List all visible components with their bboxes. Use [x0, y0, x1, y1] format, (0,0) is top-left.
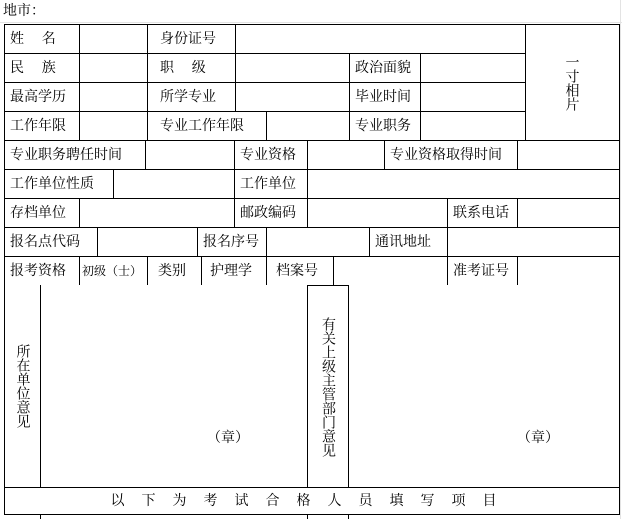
exam-qualification-label: 报考资格 [10, 263, 66, 279]
professional-post-label: 专业职务 [355, 118, 411, 134]
ethnicity-field[interactable] [79, 53, 148, 83]
id-number-label: 身份证号 [160, 31, 216, 47]
work-years-label: 工作年限 [10, 118, 66, 134]
seal-left: （章） [207, 430, 249, 446]
footer-note-cell [4, 487, 620, 515]
file-number-field[interactable] [333, 256, 448, 286]
postal-code-label-cell [234, 198, 308, 228]
professional-work-years-label: 专业工作年限 [160, 118, 244, 134]
position-field[interactable] [235, 53, 350, 83]
next-row-divider [348, 514, 349, 519]
position-label-cell [147, 53, 236, 83]
qualification-label-cell [234, 140, 308, 170]
archive-unit-label: 存档单位 [10, 205, 66, 221]
position-label: 职 级 [160, 60, 206, 76]
education-field[interactable] [79, 82, 148, 112]
graduation-time-label: 毕业时间 [355, 89, 411, 105]
work-years-field[interactable] [79, 111, 148, 141]
file-number-label: 档案号 [276, 263, 318, 279]
employer-label-cell [234, 169, 308, 199]
next-row-divider [307, 514, 308, 519]
authority-opinion-label-cell [307, 285, 349, 488]
name-label: 姓 名 [10, 31, 56, 47]
employer-field[interactable] [307, 169, 620, 199]
id-number-label-cell [147, 24, 236, 54]
category-value-cell [201, 256, 267, 286]
address-label: 通讯地址 [375, 234, 431, 250]
professional-post-field[interactable] [420, 111, 526, 141]
employer-type-field[interactable] [113, 169, 235, 199]
serial-label-cell [197, 227, 267, 257]
gridline [0, 22, 622, 23]
employer-type-label: 工作单位性质 [10, 176, 94, 192]
site-code-label: 报名点代码 [10, 234, 80, 250]
ethnicity-label: 民 族 [10, 60, 56, 76]
region-label: 地市： [3, 3, 45, 19]
postal-code-field[interactable] [307, 198, 448, 228]
authority-opinion-field[interactable] [348, 285, 620, 488]
political-status-field[interactable] [420, 53, 526, 83]
name-label-cell [4, 24, 80, 54]
level-value: 初级（士） [82, 264, 143, 278]
professional-work-years-field[interactable] [266, 111, 350, 141]
graduation-time-field[interactable] [420, 82, 526, 112]
name-field[interactable] [79, 24, 148, 54]
phone-label-cell [447, 198, 518, 228]
qualification-time-label-cell [384, 140, 518, 170]
post-appointment-time-field[interactable] [145, 140, 235, 170]
professional-work-years-label-cell [147, 111, 267, 141]
site-code-label-cell [4, 227, 98, 257]
employer-label: 工作单位 [240, 176, 296, 192]
qualification-field[interactable] [307, 140, 385, 170]
major-label: 所学专业 [160, 89, 216, 105]
employer-type-label-cell [4, 169, 114, 199]
ticket-label-cell [447, 256, 518, 286]
ticket-label: 准考证号 [453, 263, 509, 279]
work-years-label-cell [4, 111, 80, 141]
qualification-label: 专业资格 [240, 147, 296, 163]
level-cell [79, 256, 148, 286]
archive-unit-field[interactable] [79, 198, 235, 228]
category-label-cell [147, 256, 202, 286]
unit-opinion-label-cell [4, 285, 41, 488]
ethnicity-label-cell [4, 53, 80, 83]
political-status-label: 政治面貌 [355, 60, 411, 76]
serial-field[interactable] [266, 227, 370, 257]
photo-label: 一寸相片 [563, 54, 580, 111]
post-appointment-time-label: 专业职务聘任时间 [10, 147, 122, 163]
ticket-field[interactable] [517, 256, 620, 286]
exam-qualification-label-cell [4, 256, 80, 286]
gridline [620, 0, 621, 519]
education-label: 最高学历 [10, 89, 66, 105]
graduation-time-label-cell [349, 82, 421, 112]
archive-unit-label-cell [4, 198, 80, 228]
authority-opinion-label: 有关上级主管部门意见 [320, 316, 336, 457]
qualification-time-field[interactable] [517, 140, 620, 170]
phone-field[interactable] [517, 198, 620, 228]
photo-box[interactable] [525, 24, 620, 141]
postal-code-label: 邮政编码 [240, 205, 296, 221]
address-label-cell [369, 227, 448, 257]
serial-label: 报名序号 [203, 234, 259, 250]
phone-label: 联系电话 [453, 205, 509, 221]
id-number-field[interactable] [235, 24, 526, 54]
site-code-field[interactable] [97, 227, 198, 257]
footer-note: 以下为考试合格人员填写项目 [110, 493, 514, 509]
major-field[interactable] [235, 82, 350, 112]
post-appointment-time-label-cell [4, 140, 146, 170]
file-number-label-cell [266, 256, 334, 286]
category-value: 护理学 [210, 263, 252, 279]
seal-right: （章） [517, 430, 559, 446]
professional-post-label-cell [349, 111, 421, 141]
address-field[interactable] [447, 227, 620, 257]
unit-opinion-label: 所在单位意见 [14, 344, 31, 428]
unit-opinion-field[interactable] [40, 285, 308, 488]
qualification-time-label: 专业资格取得时间 [390, 147, 502, 163]
political-status-label-cell [349, 53, 421, 83]
next-row-divider [40, 514, 41, 519]
category-label: 类别 [158, 263, 186, 279]
education-label-cell [4, 82, 80, 112]
major-label-cell [147, 82, 236, 112]
